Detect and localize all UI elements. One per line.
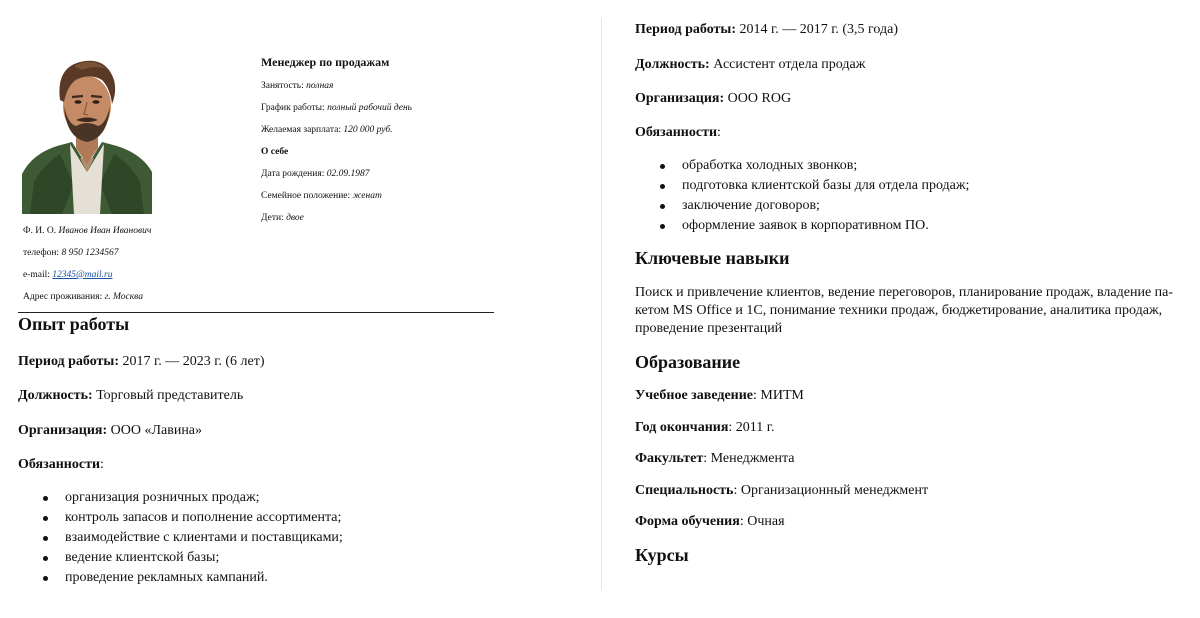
list-item: проведение рекламных кампаний.: [18, 568, 343, 588]
employment-line: [261, 80, 333, 92]
list-item: оформление заявок в корпоративном ПО.: [635, 216, 969, 236]
faculty-line: Факультет: Менеджмента: [635, 451, 795, 466]
faculty-label: Факультет: [635, 451, 704, 466]
address-label: Адрес проживания:: [23, 292, 103, 302]
specialty-label: Специальность: [635, 483, 734, 498]
courses-heading: Курсы: [635, 545, 689, 565]
education-heading: Образование: [635, 352, 741, 372]
skills-line-1: Поиск и привлечение клиентов, ведение переговоров, планирование продаж, владение па-: [635, 285, 1174, 300]
job1-role-label: Должность:: [18, 388, 93, 403]
job2-duties-label: Обязанности: [635, 125, 718, 140]
job1-org-label: Организация:: [18, 423, 108, 438]
list-item: обработка холодных звонков;: [635, 156, 969, 176]
study-form-value: Очная: [747, 514, 785, 529]
job2-duties-heading: Обязанности:: [635, 125, 721, 140]
phone-line: [23, 247, 118, 259]
job1-period-label: Период работы:: [18, 354, 120, 369]
schedule-value: полный рабочий день: [327, 103, 412, 113]
job2-org-value: ООО ROG: [727, 91, 792, 106]
job1-duties-list: [18, 488, 343, 588]
job1-role-value: Торговый представитель: [96, 388, 244, 403]
skills-line-2: кетом MS Office и 1С, понимание техники продаж, бюджетирование, аналитика продаж,: [635, 303, 1163, 318]
marital-label: Семейное положение:: [261, 191, 351, 201]
name-line: [23, 225, 151, 237]
employment-label: Занятость:: [261, 81, 304, 91]
graduation-year-line: Год окончания: 2011 г.: [635, 420, 775, 435]
job2-role-label: Должность:: [635, 57, 710, 72]
name-value: Иванов Иван Иванович: [58, 226, 152, 236]
job1-org-value: ООО «Лавина»: [110, 423, 203, 438]
institution-line: Учебное заведение: МИТМ: [635, 388, 804, 403]
list-item: организация розничных продаж;: [18, 488, 343, 508]
graduation-year-value: 2011 г.: [735, 420, 775, 435]
list-item: взаимодействие с клиентами и поставщиками;: [18, 528, 343, 548]
email-label: e-mail:: [23, 270, 50, 280]
resume-page-right: [602, 0, 1200, 618]
list-item: заключение договоров;: [635, 196, 969, 216]
job2-org: [635, 90, 791, 108]
job1-duties-heading: Обязанности:: [18, 457, 104, 472]
salary-label: Желаемая зарплата:: [261, 125, 341, 135]
graduation-year-label: Год окончания: [635, 420, 729, 435]
skills-line-3: проведение презентаций: [635, 321, 783, 336]
job2-duties-list: [635, 156, 969, 236]
email-link[interactable]: 12345@mail.ru: [52, 270, 113, 280]
birth-label: Дата рождения:: [261, 169, 325, 179]
phone-value: 8 950 1234567: [61, 248, 119, 258]
specialty-line: Специальность: Организационный менеджмент: [635, 483, 929, 498]
institution-label: Учебное заведение: [635, 388, 754, 403]
list-item: ведение клиентской базы;: [18, 548, 343, 568]
address-line: [23, 291, 143, 303]
faculty-value: Менеджмента: [710, 451, 795, 466]
job2-period: [635, 21, 898, 39]
birth-value: 02.09.1987: [326, 169, 370, 179]
children-label: Дети:: [261, 213, 284, 223]
marital-value: женат: [352, 191, 382, 201]
skills-heading: Ключевые навыки: [635, 248, 790, 268]
marital-line: [261, 190, 382, 202]
job2-org-label: Организация:: [635, 91, 725, 106]
profile-photo: [22, 54, 152, 214]
about-heading: [261, 146, 288, 158]
birth-line: [261, 168, 370, 180]
study-form-label: Форма обучения: [635, 514, 740, 529]
job2-period-value: 2014 г. — 2017 г. (3,5 года): [739, 22, 899, 37]
job1-org: [18, 422, 202, 440]
phone-label: телефон:: [23, 248, 60, 258]
portrait-illustration: [22, 54, 152, 214]
employment-value: полная: [306, 81, 334, 91]
experience-heading: Опыт работы: [18, 314, 130, 334]
section-divider: [18, 312, 494, 313]
list-item: контроль запасов и пополнение ассортимента;: [18, 508, 343, 528]
about-heading-text: О себе: [261, 147, 289, 157]
job2-period-label: Период работы:: [635, 22, 737, 37]
children-line: [261, 212, 304, 224]
job1-period: [18, 353, 265, 371]
study-form-line: Форма обучения: Очная: [635, 514, 785, 529]
salary-line: [261, 124, 393, 136]
list-item: подготовка клиентской базы для отдела продаж;: [635, 176, 969, 196]
job2-role-value: Ассистент отдела продаж: [713, 57, 866, 72]
address-value: г. Москва: [104, 292, 143, 302]
specialty-value: Организационный менеджмент: [740, 483, 929, 498]
email-line: [23, 269, 112, 281]
job2-role: [635, 56, 865, 74]
schedule-label: График работы:: [261, 103, 325, 113]
job1-role: [18, 387, 243, 405]
name-label: Ф. И. О.: [23, 226, 57, 236]
job1-duties-label: Обязанности: [18, 457, 101, 472]
institution-value: МИТМ: [760, 388, 804, 403]
job1-period-value: 2017 г. — 2023 г. (6 лет): [122, 354, 265, 369]
position-title: Менеджер по продажам: [261, 55, 390, 69]
salary-value: 120 000 руб.: [343, 125, 393, 135]
children-value: двое: [286, 213, 304, 223]
schedule-line: [261, 102, 412, 114]
